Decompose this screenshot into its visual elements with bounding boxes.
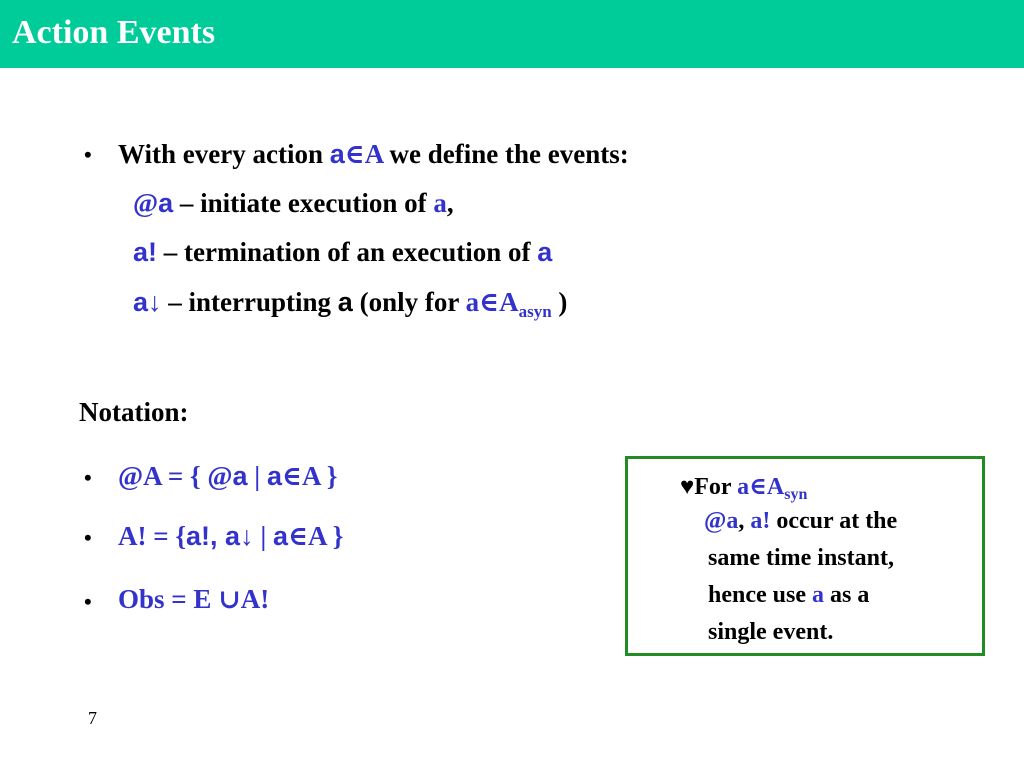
- bullet-glyph: •: [84, 589, 92, 614]
- notation-a-bang-p8: ∈A }: [288, 521, 344, 551]
- event-interrupt-cond-sub: asyn: [518, 302, 552, 321]
- note-for-in: ∈A: [749, 474, 785, 500]
- bullet-glyph: •: [84, 525, 92, 550]
- title-bar: [0, 0, 1024, 68]
- intro-suffix: we define the events:: [382, 139, 629, 169]
- event-interrupt-arrow: ↓: [148, 287, 162, 317]
- note-for-sub: syn: [784, 486, 808, 503]
- notation-obs: Obs = E ∪A!: [118, 584, 270, 614]
- intro-line: [118, 139, 629, 170]
- note-line-2: [704, 508, 897, 535]
- note-a-bang: a!: [750, 508, 771, 534]
- note-line-5: single event.: [708, 619, 834, 645]
- note-box: [625, 456, 985, 656]
- notation-a-bang-p1: A! = {: [118, 521, 187, 551]
- slide-title: Action Events: [12, 14, 216, 51]
- event-interrupt-paren-close: ): [551, 287, 568, 317]
- intro-set-name: A: [364, 139, 383, 169]
- notation-at-a-p5: ∈A }: [282, 461, 338, 491]
- event-initiate-at: @: [133, 188, 159, 218]
- event-interrupt-cond-var: a: [465, 287, 480, 317]
- notation-a-bang-p2: a!: [186, 521, 211, 551]
- event-terminate-desc: – termination of an execution of: [157, 237, 538, 267]
- event-initiate-var: a: [158, 188, 174, 218]
- note-for-label: For: [694, 474, 738, 500]
- bullet-glyph: •: [84, 465, 92, 490]
- notation-at-a-p4: a: [267, 461, 283, 491]
- event-initiate-trail-end: ,: [446, 188, 454, 218]
- event-interrupt-cond-in: ∈: [479, 287, 500, 317]
- note-for-line: [680, 471, 807, 501]
- notation-a-bang: [118, 521, 343, 552]
- event-initiate: [133, 188, 454, 219]
- notation-at-a-p1: @A = { @: [118, 461, 233, 491]
- event-initiate-desc: – initiate execution of: [173, 188, 434, 218]
- notation-a-bang-p4: a: [225, 521, 241, 551]
- event-interrupt-dash: – interrupting: [161, 287, 338, 317]
- intro-prefix: With every action: [118, 139, 330, 169]
- note-for-var: a: [737, 474, 750, 500]
- event-interrupt-var: a: [133, 287, 149, 317]
- notation-at-a-p2: a: [232, 461, 248, 491]
- event-terminate-symbol: a!: [133, 237, 158, 267]
- event-interrupt-paren-open: (only for: [352, 287, 466, 317]
- heart-icon: ♥: [680, 474, 695, 500]
- note-sep: ,: [738, 508, 751, 534]
- bullet-glyph: •: [84, 142, 92, 167]
- note-line-4: [708, 582, 869, 609]
- event-interrupt-a: a: [337, 287, 353, 317]
- notation-a-bang-p7: a: [273, 521, 289, 551]
- note-line4-b: as a: [824, 582, 870, 608]
- note-line-3: same time instant,: [708, 545, 894, 571]
- event-terminate: [133, 237, 552, 268]
- note-line4-var: a: [812, 582, 824, 608]
- notation-at-a: [118, 461, 337, 492]
- notation-heading: Notation:: [79, 397, 189, 427]
- notation-a-bang-p6: |: [253, 521, 274, 551]
- notation-a-bang-p5: ↓: [240, 521, 254, 551]
- notation-a-bang-p3: ,: [210, 521, 226, 551]
- note-line2-rest: occur at the: [770, 508, 898, 534]
- note-line4-a: hence use: [708, 582, 812, 608]
- page-number: 7: [88, 708, 97, 728]
- note-at-a: @a: [704, 508, 739, 534]
- event-initiate-trail-var: a: [433, 188, 447, 218]
- event-interrupt: [133, 287, 568, 321]
- event-terminate-trail-var: a: [537, 237, 553, 267]
- notation-at-a-p3: |: [247, 461, 267, 491]
- intro-in-symbol: ∈: [344, 139, 365, 169]
- event-interrupt-cond-set: A: [499, 287, 519, 317]
- intro-action-var: a: [329, 139, 345, 169]
